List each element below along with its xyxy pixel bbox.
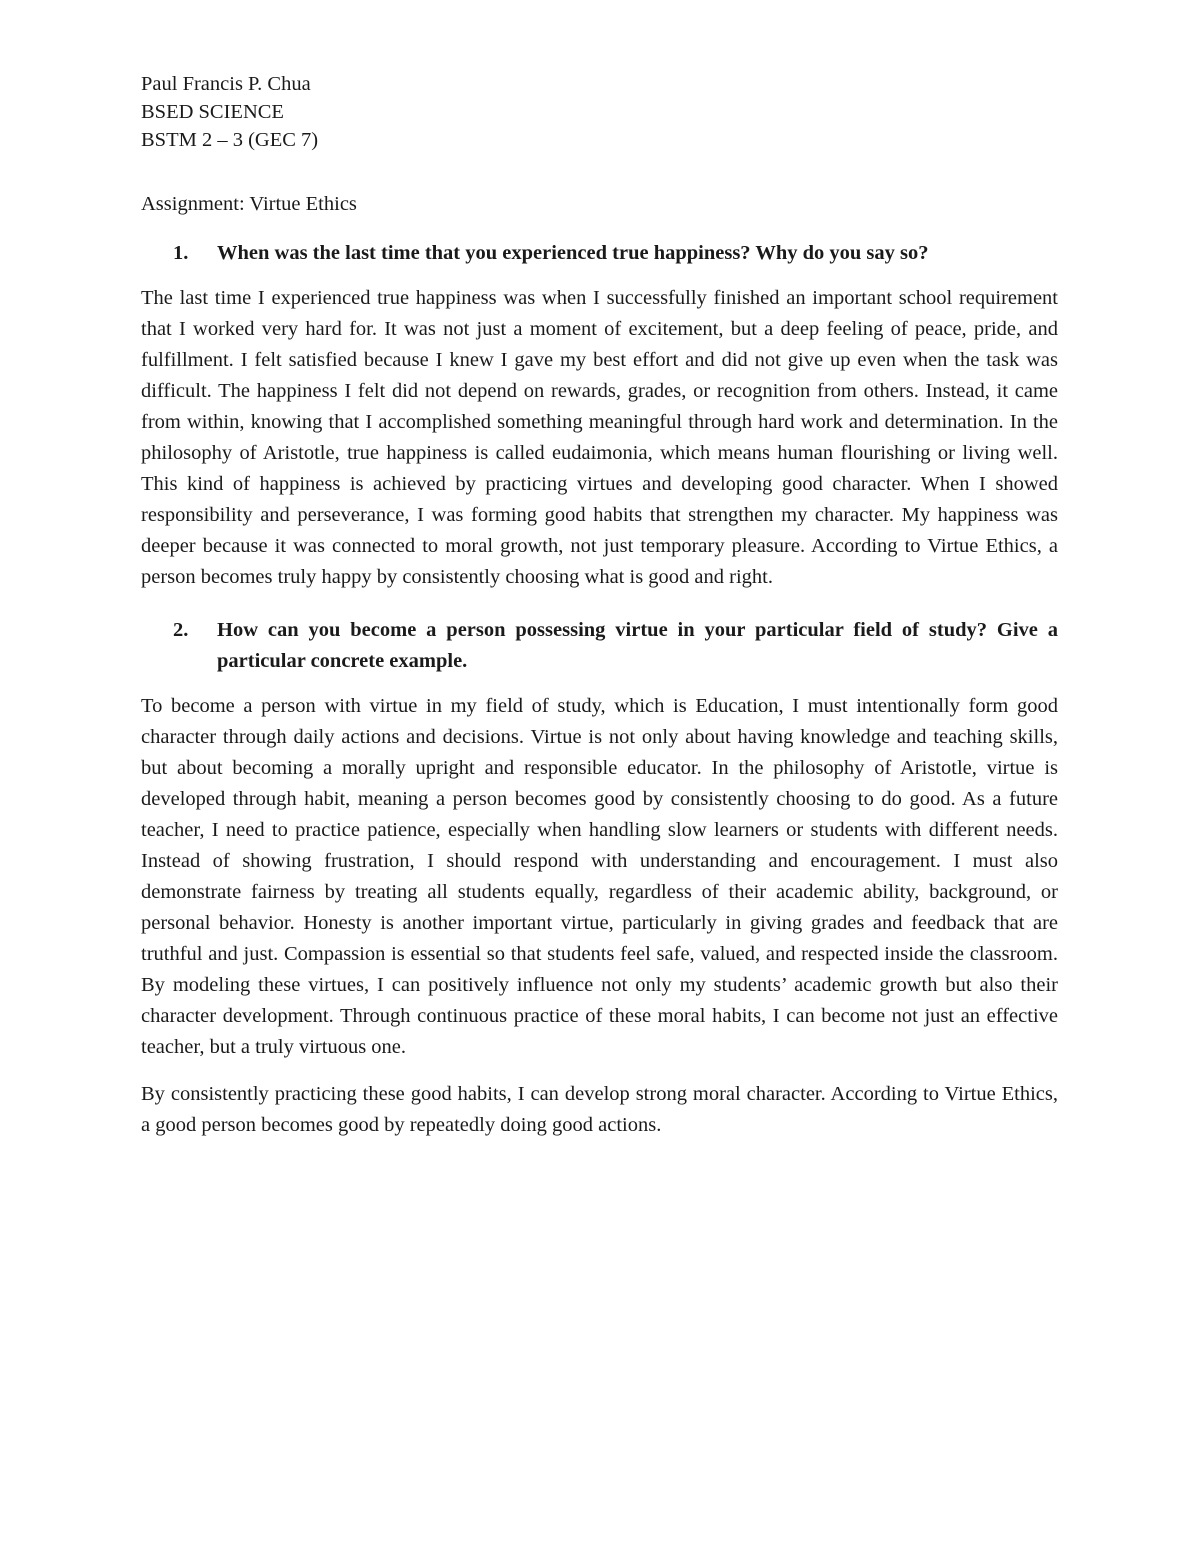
document-page — [141, 70, 1058, 1141]
student-section: BSTM 2 – 3 (GEC 7) — [141, 129, 319, 151]
answer-2: To become a person with virtue in my field of study, which is Education, I must intentionally form good character through daily actions and decisions. Virtue is not only about having knowledge and teaching skills, but about becoming a morally upright and responsible educator. In the philosophy of Aristotle, virtue is developed through habit, meaning a person becomes good by consistently choosing to do good. As a future teacher, I need to practice patience, especially when handling slow learners or students with different needs. Instead of showing frustration, I should respond with understanding and encouragement. I must also demonstrate fairness by treating all students equally, regardless of their academic ability, background, or personal behavior. Honesty is another important virtue, particularly in giving grades and feedback that are truthful and just. Compassion is essential so that students feel safe, valued, and respected inside the classroom. By modeling these virtues, I can positively influence not only my students’ academic growth but also their character development. Through continuous practice of these moral habits, I can become not just an effective teacher, but a truly virtuous one. — [141, 695, 1058, 1058]
assignment-title: Assignment: Virtue Ethics — [141, 193, 357, 215]
question-2-text: How can you become a person possessing virtue in your particular field of study? Give a particular concrete example. — [217, 619, 1058, 672]
question-1-number: 1. — [173, 242, 189, 264]
question-2 — [141, 615, 1058, 677]
question-2-number: 2. — [173, 619, 189, 641]
answer-3-conclusion: By consistently practicing these good habits, I can develop strong moral character. According to Virtue Ethics, a good person becomes good by repeatedly doing good actions. — [141, 1083, 1058, 1136]
answer-1: The last time I experienced true happiness was when I successfully finished an important school requirement that I worked very hard for. It was not just a moment of excitement, but a deep feeling of peace, pride, and fulfillment. I felt satisfied because I knew I gave my best effort and did not give up even when the task was difficult. The happiness I felt did not depend on rewards, grades, or recognition from others. Instead, it came from within, knowing that I accomplished something meaningful through hard work and determination. In the philosophy of Aristotle, true happiness is called eudaimonia, which means human flourishing or living well. This kind of happiness is achieved by practicing virtues and developing good character. When I showed responsibility and perseverance, I was forming good habits that strengthen my character. My happiness was deeper because it was connected to moral growth, not just temporary pleasure. According to Virtue Ethics, a person becomes truly happy by consistently choosing what is good and right. — [141, 287, 1058, 588]
student-name: Paul Francis P. Chua — [141, 73, 311, 95]
question-1 — [141, 238, 1058, 269]
question-1-text: When was the last time that you experienced true happiness? Why do you say so? — [217, 242, 929, 264]
student-program: BSED SCIENCE — [141, 101, 284, 123]
